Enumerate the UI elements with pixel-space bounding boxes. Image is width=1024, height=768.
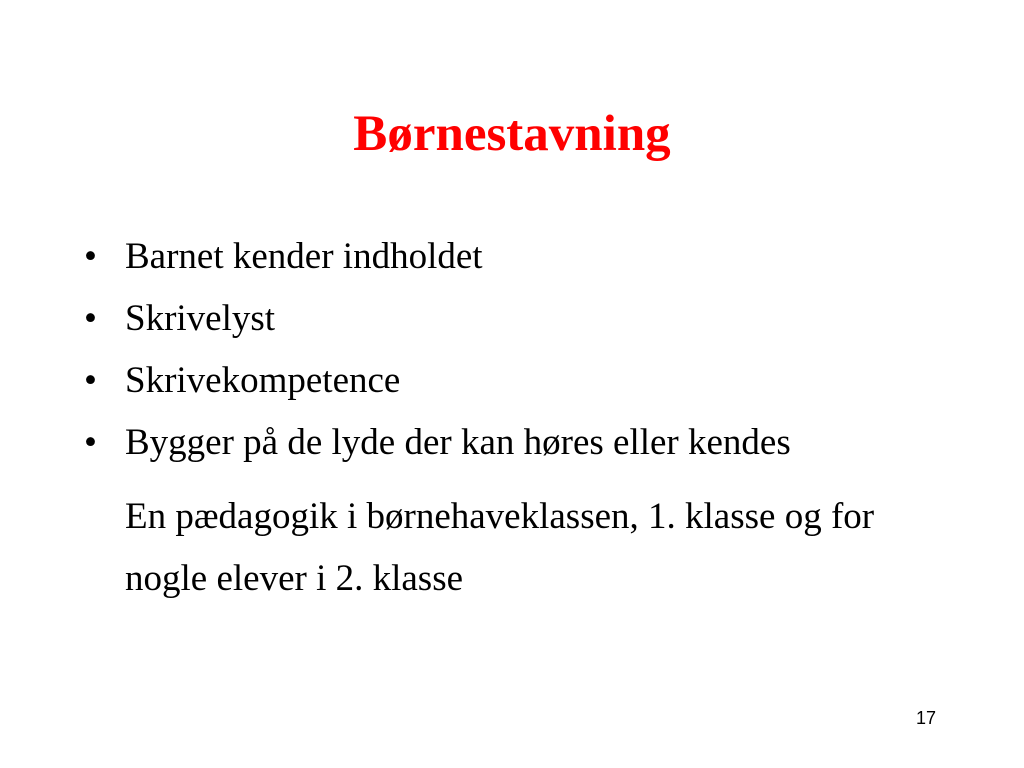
page-number: 17 (915, 708, 936, 728)
bullet-symbol: • (84, 298, 97, 339)
bullet-list (84, 226, 954, 610)
bullet-item (84, 288, 954, 350)
bullet-symbol: • (84, 360, 97, 401)
slide-title: Børnestavning (353, 106, 671, 162)
bullet-item (84, 412, 954, 474)
bullet-symbol: • (84, 422, 97, 463)
bullet-text: Barnet kender indholdet (125, 236, 483, 277)
bullet-item (84, 226, 954, 288)
bullet-text: Skrivelyst (125, 298, 276, 339)
bullet-text: Bygger på de lyde der kan høres eller kendes (125, 422, 791, 463)
bullet-text: Skrivekompetence (125, 360, 401, 401)
body-paragraph: En pædagogik i børnehaveklassen, 1. klasse og for nogle elever i 2. klasse (125, 496, 875, 599)
bullet-item (84, 350, 954, 412)
bullet-symbol: • (84, 236, 97, 277)
